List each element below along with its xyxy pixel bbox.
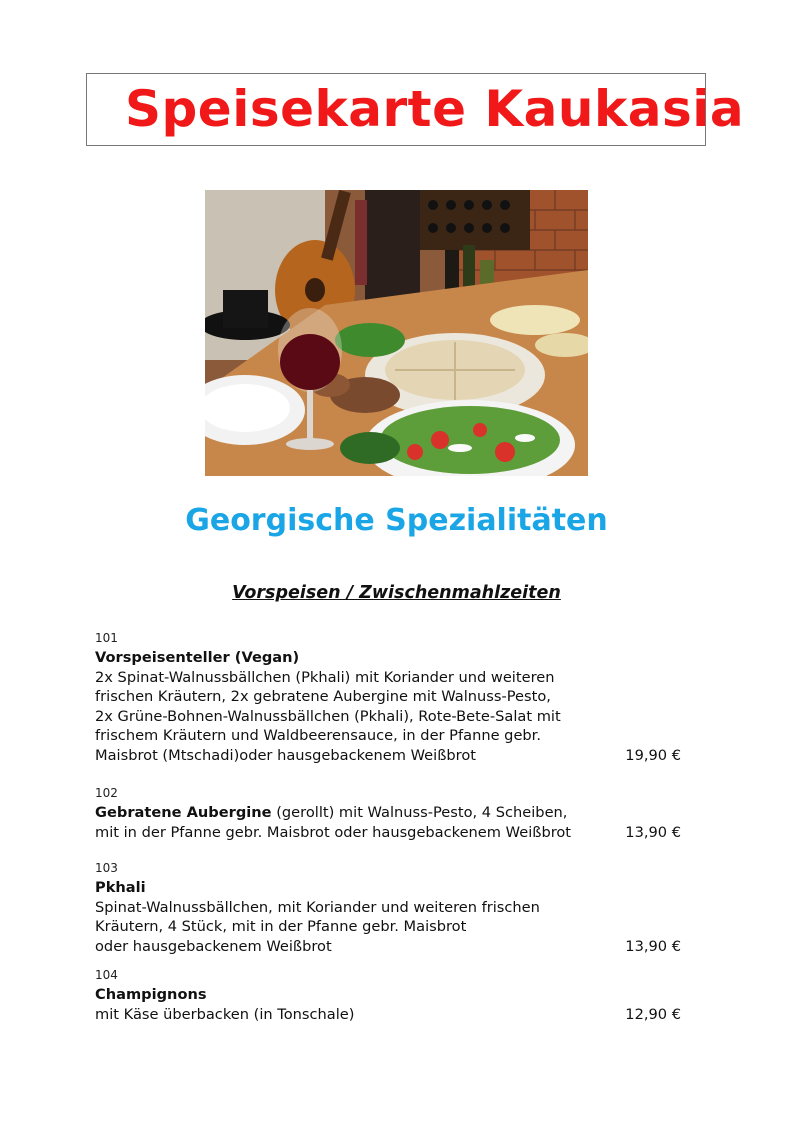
item-description-line: 2x Spinat-Walnussbällchen (Pkhali) mit Koriander und weiteren xyxy=(95,668,555,686)
subsection-title: Vorspeisen / Zwischenmahlzeiten xyxy=(232,583,561,603)
menu-item-103 xyxy=(95,859,685,956)
item-name: Champignons xyxy=(95,986,207,1003)
item-description-line: mit in der Pfanne gebr. Maisbrot oder hausgebackenem Weißbrot xyxy=(95,823,572,841)
menu-item-104 xyxy=(95,966,685,1024)
item-name: Pkhali xyxy=(95,879,146,896)
item-description-line: 2x Grüne-Bohnen-Walnussbällchen (Pkhali), Rote-Bete-Salat mit xyxy=(95,707,561,725)
item-description-line: oder hausgebackenem Weißbrot xyxy=(95,937,332,955)
item-name: Vorspeisenteller (Vegan) xyxy=(95,649,300,666)
item-price: 19,90 € xyxy=(625,746,681,764)
item-description-line: frischem Kräutern und Waldbeerensauce, in der Pfanne gebr. xyxy=(95,727,541,745)
item-number: 101 xyxy=(95,631,118,645)
restaurant-table-photo xyxy=(205,190,588,476)
item-number: 103 xyxy=(95,861,118,875)
menu-item-101 xyxy=(95,629,685,766)
item-price: 12,90 € xyxy=(625,1005,681,1023)
item-name: Gebratene Aubergine xyxy=(95,804,272,821)
item-description-line: Maisbrot (Mtschadi)oder hausgebackenem Weißbrot xyxy=(95,746,476,764)
item-number: 102 xyxy=(95,786,118,800)
item-description-line: mit Käse überbacken (in Tonschale) xyxy=(95,1005,355,1023)
item-description-line: frischen Kräutern, 2x gebratene Aubergine mit Walnuss-Pesto, xyxy=(95,688,551,706)
item-number: 104 xyxy=(95,968,118,982)
item-price: 13,90 € xyxy=(625,823,681,841)
item-name-suffix: (gerollt) mit Walnuss-Pesto, 4 Scheiben, xyxy=(271,804,568,821)
item-description-line: Spinat-Walnussbällchen, mit Koriander und weiteren frischen xyxy=(95,898,540,916)
page-title: Speisekarte Kaukasia xyxy=(125,80,745,138)
title-box xyxy=(86,73,745,146)
section-title: Georgische Spezialitäten xyxy=(185,503,608,538)
menu-item-102 xyxy=(95,784,685,842)
item-description-line: Kräutern, 4 Stück, mit in der Pfanne gebr. Maisbrot xyxy=(95,918,467,936)
item-price: 13,90 € xyxy=(625,937,681,955)
